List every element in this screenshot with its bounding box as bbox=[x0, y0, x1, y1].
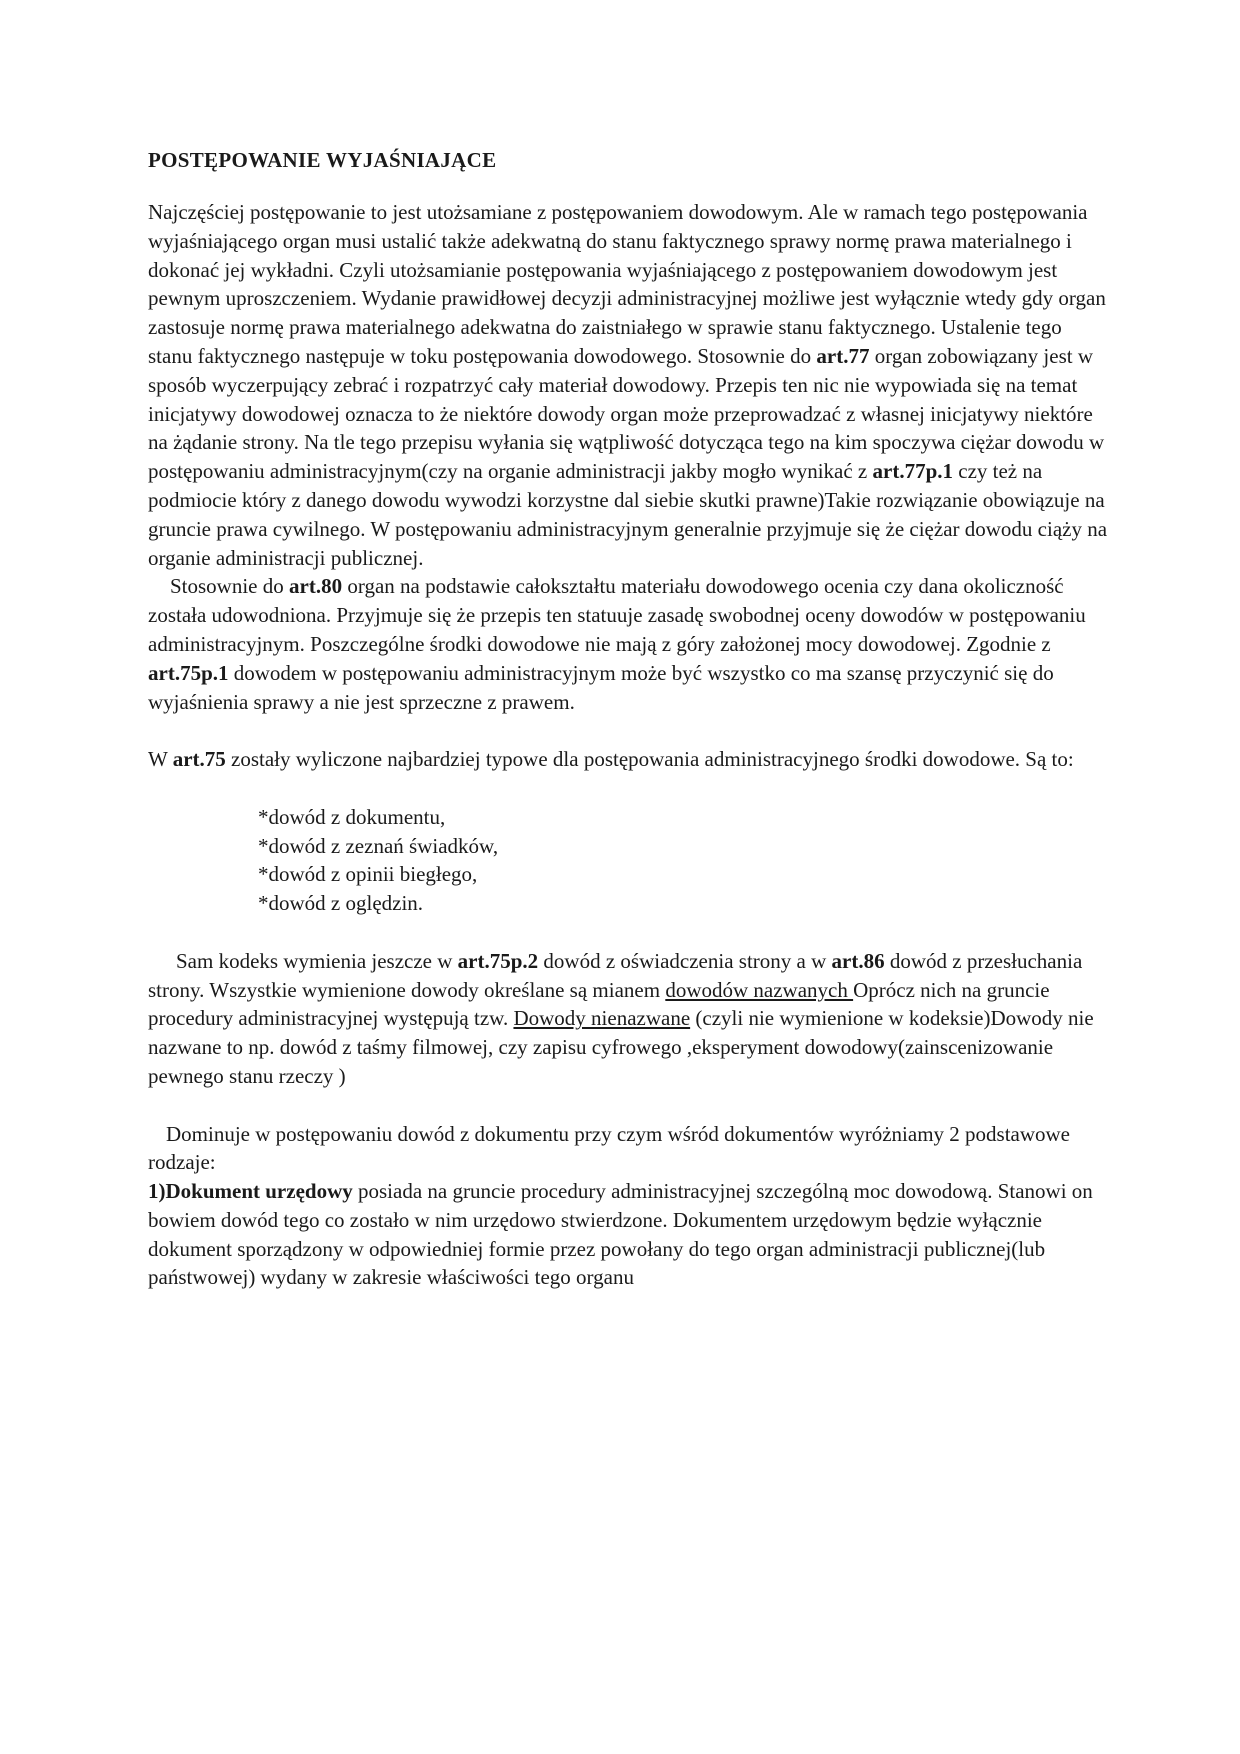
paragraph-4 bbox=[148, 947, 1108, 1091]
paragraph-4-text-5: (czyli nie wymienione w kodeksie)Dowody nie nazwane to np. dowód z taśmy filmowej, czy zapisu cyfrowego ,eksperyment dowodowy(zainscenizowanie pewnego stanu rzeczy ) bbox=[148, 1006, 1094, 1088]
paragraph-6 bbox=[148, 1177, 1108, 1292]
paragraph-4-text-2: dowód z oświadczenia strony a w bbox=[538, 948, 832, 973]
document-page bbox=[148, 146, 1108, 1292]
article-ref-art75: art.75 bbox=[172, 747, 226, 772]
paragraph-5-text-1: Dominuje w postępowaniu dowód z dokumentu przy czym wśród dokumentów wyróżniamy 2 podstawowe rodzaje: bbox=[148, 1121, 1071, 1175]
paragraph-1-text-3: czy też na podmiocie który z danego dowodu wywodzi korzystne dal siebie skutki prawne)Takie rozwiązanie obowiązuje na gruncie prawa cywilnego. W postępowaniu administracyjnym generalnie przyjmuje się że ciężar dowodu ciąży na organie administracji publicznej. bbox=[148, 459, 1108, 570]
paragraph-6-text-1: posiada na gruncie procedury administracyjnej szczególną moc dowodową. Stanowi on bowiem dowód tego co zostało w nim urzędowo stwierdzone. Dokumentem urzędowym będzie wyłącznie dokument sporządzony w odpowiedniej formie przez powołany do tego organ administracji publicznej(lub państwowej) wydany w zakresie właściwości tego organu bbox=[148, 1179, 1093, 1290]
spacer bbox=[148, 716, 1108, 745]
spacer bbox=[148, 1091, 1108, 1120]
term-unnamed-evidence: Dowody nienazwane bbox=[513, 1006, 691, 1031]
spacer bbox=[148, 774, 1108, 803]
list-item: *dowód z oględzin. bbox=[258, 891, 424, 916]
article-ref-art86: art.86 bbox=[831, 948, 885, 973]
paragraph-5 bbox=[148, 1120, 1108, 1178]
paragraph-2 bbox=[148, 572, 1108, 716]
paragraph-4-text-1: Sam kodeks wymienia jeszcze w bbox=[176, 948, 458, 973]
paragraph-3 bbox=[148, 745, 1108, 774]
article-ref-art77: art.77 bbox=[816, 343, 870, 368]
paragraph-3-text-2: zostały wyliczone najbardziej typowe dla postępowania administracyjnego środki dowodowe. Są to: bbox=[225, 747, 1074, 772]
list-item: *dowód z opinii biegłego, bbox=[258, 862, 478, 887]
paragraph-1-text-1: Najczęściej postępowanie to jest utożsamiane z postępowaniem dowodowym. Ale w ramach tego postępowania wyjaśniającego organ musi ustalić także adekwatną do stanu faktycznego sprawy normę prawa materialnego i dokonać jej wykładni. Czyli utożsamianie postępowania wyjaśniającego z postępowaniem dowodowym jest pewnym uproszczeniem. Wydanie prawidłowej decyzji administracyjnej możliwe jest wyłącznie wtedy gdy organ zastosuje normę prawa materialnego adekwatna do zaistniałego w sprawie stanu faktycznego. Ustalenie tego stanu faktycznego następuje w toku postępowania dowodowego. Stosownie do bbox=[148, 200, 1106, 368]
spacer bbox=[148, 918, 1108, 947]
paragraph-1 bbox=[148, 198, 1108, 572]
paragraph-2-text-1: Stosownie do bbox=[170, 574, 290, 599]
article-ref-art80: art.80 bbox=[289, 574, 343, 599]
paragraph-1-text-2: organ zobowiązany jest w sposób wyczerpujący zebrać i rozpatrzyć cały materiał dowodowy. Przepis ten nic nie wypowiada się na temat inicjatywy dowodowej oznacza to że niektóre dowody organ może przeprowadzać z własnej inicjatywy niektóre na żądanie strony. Na tle tego przepisu wyłania się wątpliwość dotycząca tego na kim spoczywa ciężar dowodu w postępowaniu administracyjnym(czy na organie administracji jakby mogło wynikać z bbox=[148, 343, 1105, 484]
evidence-list bbox=[148, 803, 1108, 918]
article-ref-art75p2: art.75p.2 bbox=[457, 948, 539, 973]
list-item: *dowód z dokumentu, bbox=[258, 804, 446, 829]
term-official-document: 1)Dokument urzędowy bbox=[148, 1179, 353, 1204]
paragraph-2-text-3: dowodem w postępowaniu administracyjnym może być wszystko co ma szansę przyczynić się do wyjaśnienia sprawy a nie jest sprzeczne z prawem. bbox=[148, 660, 1054, 714]
paragraph-4-text-4: Oprócz nich na gruncie procedury administracyjnej występują tzw. bbox=[148, 977, 1050, 1031]
article-ref-art77p1: art.77p.1 bbox=[872, 459, 953, 484]
term-named-evidence: dowodów nazwanych bbox=[665, 977, 854, 1002]
paragraph-2-text-2: organ na podstawie całokształtu materiału dowodowego ocenia czy dana okoliczność została udowodniona. Przyjmuje się że przepis ten statuuje zasadę swobodnej oceny dowodów w postępowaniu administracyjnym. Poszczególne środki dowodowe nie mają z góry założonej mocy dowodowej. Zgodnie z bbox=[148, 574, 1086, 656]
paragraph-3-text-1: W bbox=[148, 747, 173, 772]
document-title: POSTĘPOWANIE WYJAŚNIAJĄCE bbox=[148, 148, 497, 172]
list-item: *dowód z zeznań świadków, bbox=[258, 833, 499, 858]
article-ref-art75p1: art.75p.1 bbox=[148, 660, 229, 685]
paragraph-4-text-3: dowód z przesłuchania strony. Wszystkie wymienione dowody określane są mianem bbox=[148, 948, 1083, 1002]
